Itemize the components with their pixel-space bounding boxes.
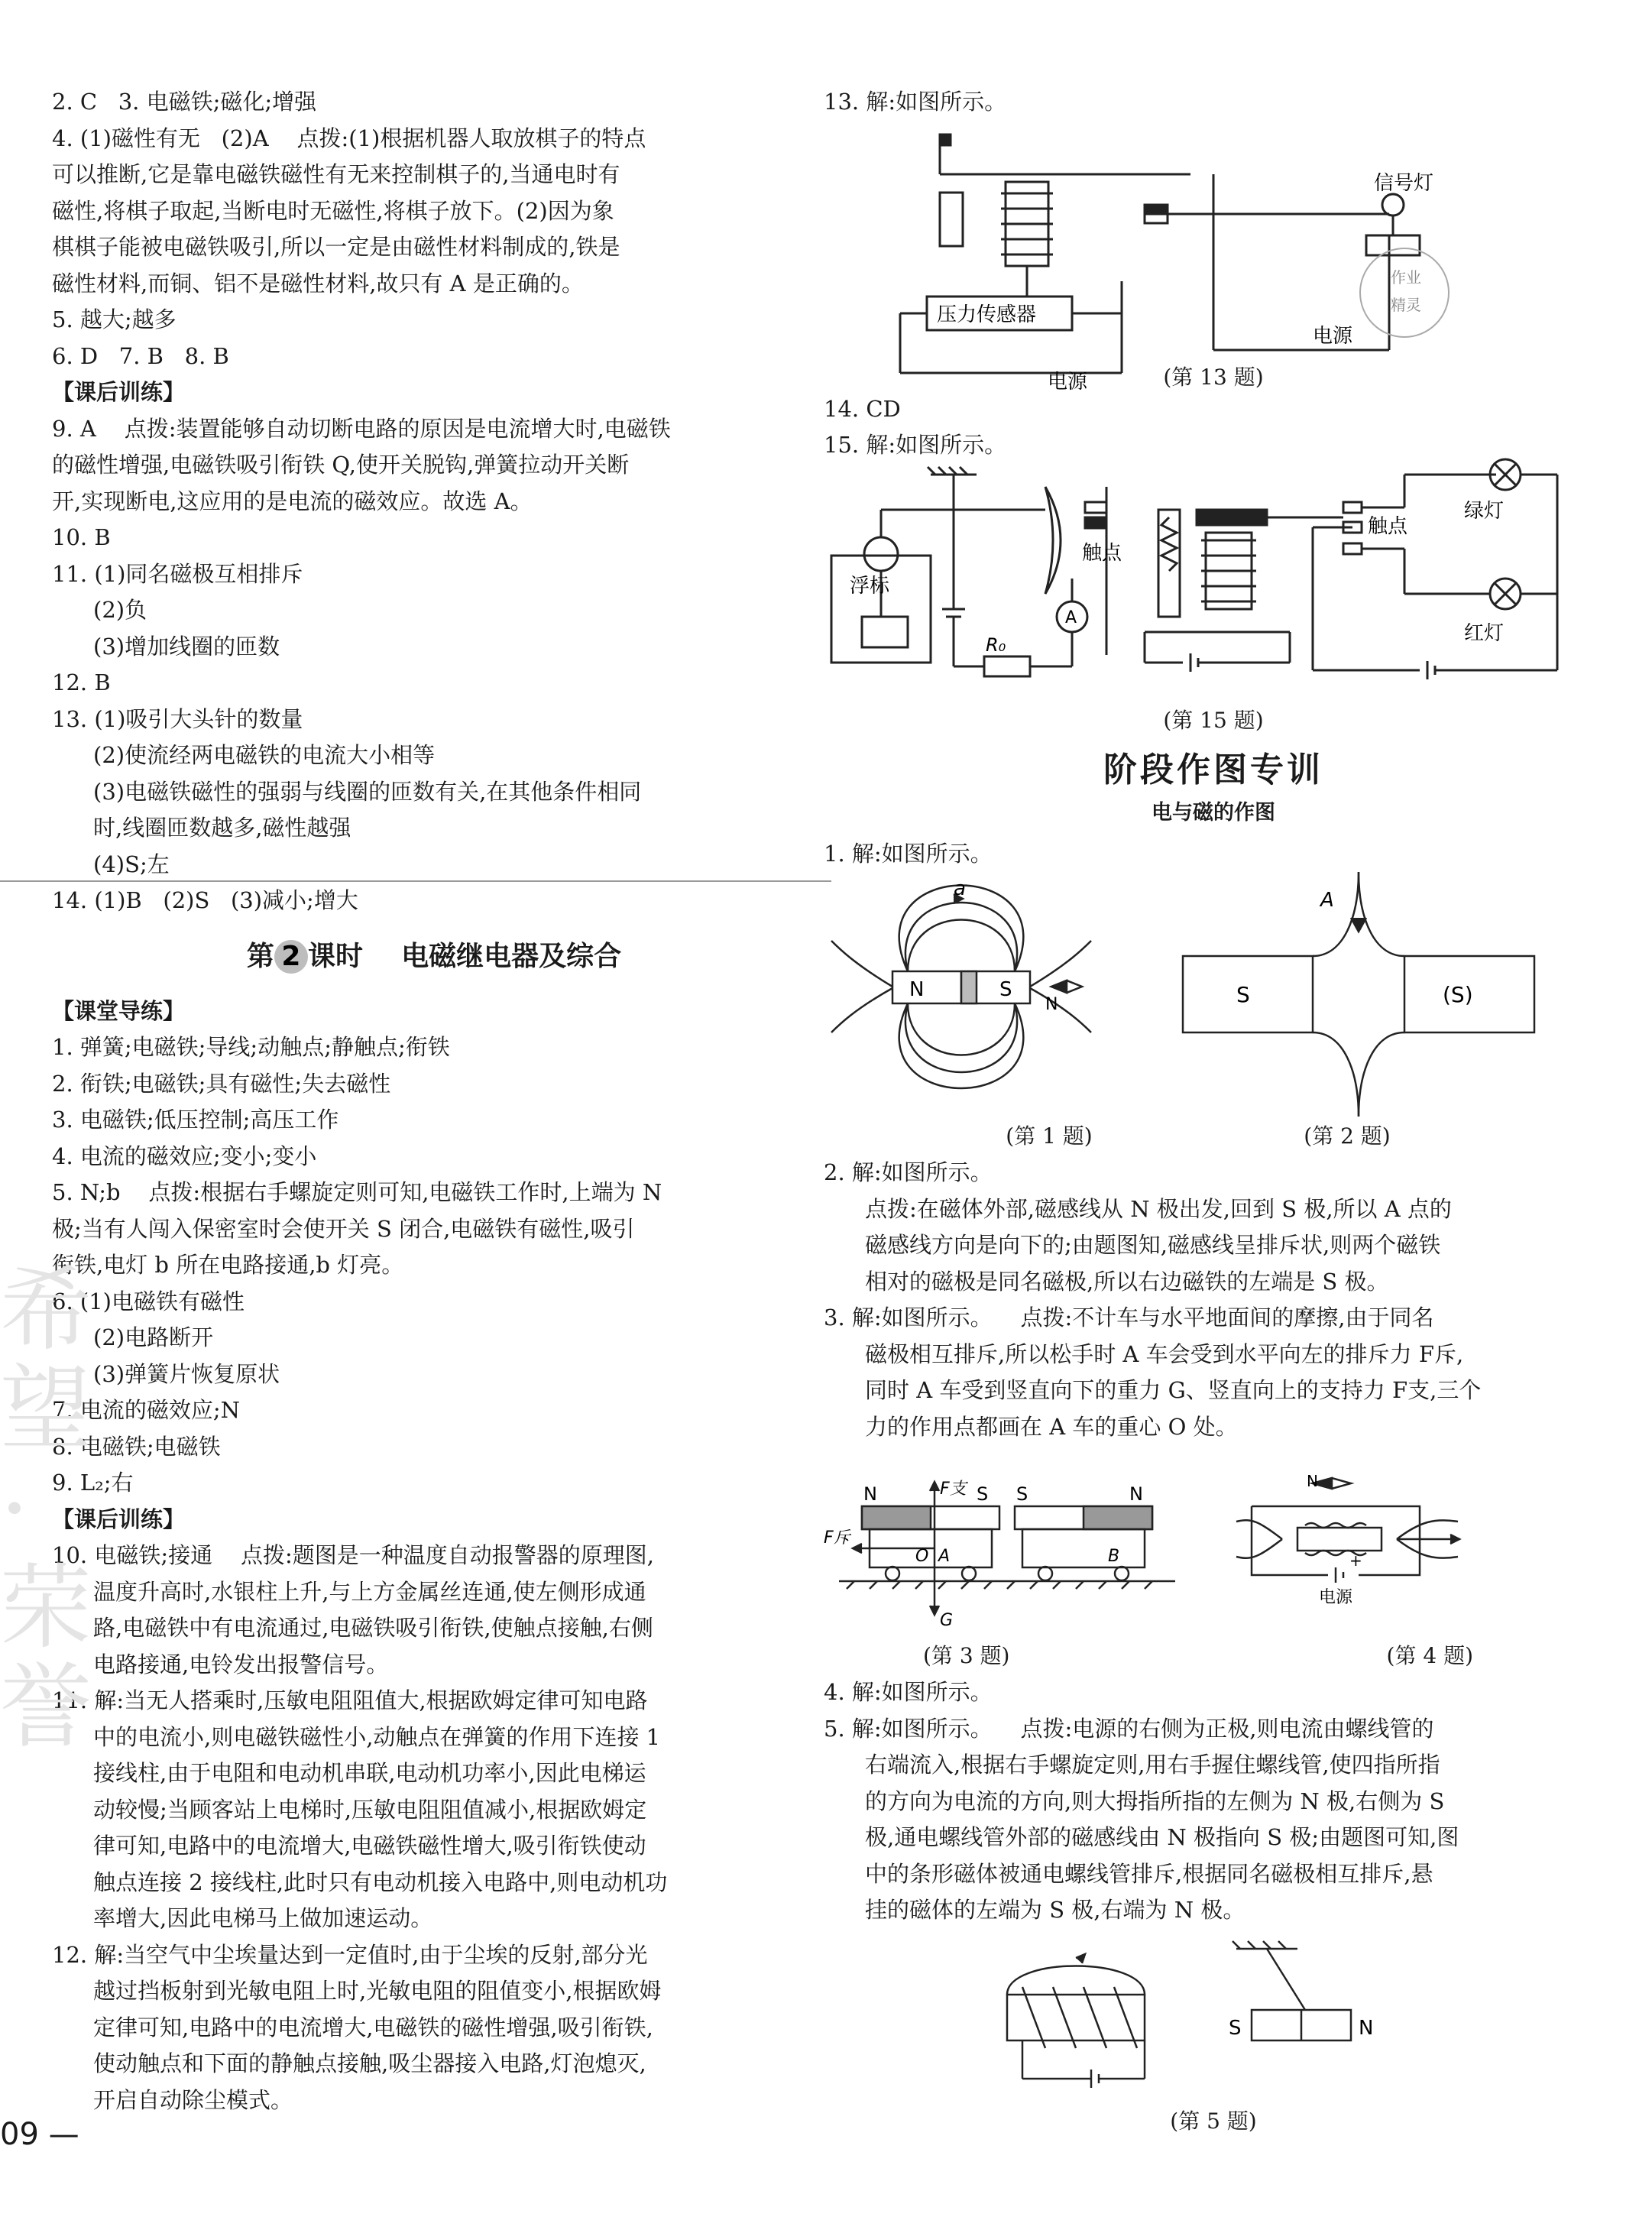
section-subtitle: 电与磁的作图	[1152, 800, 1275, 825]
force-and-solenoid-diagrams	[824, 1472, 1588, 1636]
s-pole-label: S	[1236, 982, 1250, 1007]
power-label: 电源	[1319, 1588, 1353, 1607]
solenoid-magnet-diagram	[824, 1941, 1588, 2102]
field-line-label: a	[954, 877, 966, 900]
answer-line: 14. CD	[824, 395, 901, 422]
needle-label: N	[1307, 1472, 1318, 1490]
answer-line: 14. (1)B (2)S (3)减小;增大	[52, 887, 358, 913]
s-pole-label: S	[1016, 1483, 1028, 1505]
figure-caption: (第 1 题)	[1006, 1123, 1093, 1149]
answer-b10: 10. 电磁铁;接通 点拨:题图是一种温度自动报警器的原理图, 温度升高时,水银柱上升,与上方金属丝连通,使左侧形成通 路,电磁铁中有电流通过,电磁铁吸引衔铁,使触点接触,右侧 电路接通,电铃发出报警信号。	[52, 1542, 654, 1677]
answer-9: 9. A 点拨:装置能够自动切断电路的原因是电流增大时,电磁铁 的磁性增强,电磁铁吸引衔铁 Q,使开关脱钩,弹簧拉动开关断 开,实现断电,这应用的是电流的磁效应。故选 A。	[52, 415, 671, 514]
center-o-label: O	[915, 1547, 929, 1566]
ammeter-label: A	[1065, 608, 1077, 627]
n-pole-label: N	[1129, 1483, 1143, 1505]
page-number: 09 —	[0, 2117, 79, 2152]
pressure-sensor-label: 压力传感器	[937, 303, 1037, 326]
lesson-number-badge: 2	[274, 940, 308, 974]
float-label: 浮标	[850, 574, 890, 598]
figure-15	[824, 464, 1603, 734]
answer-13: 13. (1)吸引大头针的数量 (2)使流经两电磁铁的电流大小相等 (3)电磁铁磁性的强弱与线圈的匝数有关,在其他条件相同 时,线圈匝数越多,磁性越强 (4)S;左	[52, 705, 642, 877]
support-force-label: F支	[940, 1480, 967, 1499]
car-b-label: B	[1108, 1547, 1120, 1566]
n-pole-label: N	[1359, 2016, 1374, 2040]
section-divider	[0, 880, 831, 882]
answer-b12: 12. 解:当空气中尘埃量达到一定值时,由于尘埃的反射,部分光 越过挡板射到光敏电阻上时,光敏电阻的阻值变小,根据欧姆 定律可知,电路中的电流增大,电磁铁的磁性增强,吸引衔铁, 使动触点和下面的静触点接触,吸尘器接入电路,灯泡熄灭, 开启自动除尘模式。	[52, 1941, 662, 2113]
figure-13	[824, 121, 1603, 394]
answer-s5: 5. 解:如图所示。 点拨:电源的右侧为正极,则电流由螺线管的 右端流入,根据右手螺旋定则,用右手握住螺线管,使四指所指 的方向为电流的方向,则大拇指所指的左侧为 N 极,右侧为 S 极,通电螺线管外部的磁感线由 N 极指向 S 极;由题图可知,图 中的条形磁体被通电螺线管排斥,根据同名磁极相互排斥,悬 挂的磁体的左端为 S 极,右端为 N 极。	[824, 1715, 1459, 1923]
answer-line: 12. B	[52, 669, 111, 695]
signal-lamp-label: 信号灯	[1374, 171, 1434, 195]
answer-line: 10. B	[52, 524, 111, 550]
red-light-label: 红灯	[1464, 621, 1505, 645]
watermark: 希望·荣誉	[0, 1257, 92, 1761]
answer-line: 5. 越大;越多	[52, 306, 177, 332]
water-level-alarm-diagram	[824, 464, 1588, 701]
figure-caption: (第 13 题)	[1163, 364, 1264, 390]
answer-b5: 5. N;b 点拨:根据右手螺旋定则可知,电磁铁工作时,上端为 N 极;当有人闯入保密室时会使开关 S 闭合,电磁铁有磁性,吸引 衔铁,电灯 b 所在电路接通,b 灯亮。	[52, 1179, 662, 1278]
svg-text:精灵: 精灵	[1391, 295, 1421, 314]
answer-4: 4. (1)磁性有无 (2)A 点拨:(1)根据机器人取放棋子的特点 可以推断,它是靠电磁铁磁性有无来控制棋子的,当通电时有 磁性,将棋子取起,当断电时无磁性,将棋子放下。(2)因为象 棋棋子能被电磁铁吸引,所以一定是由磁性材料制成的,铁是 磁性材料,而铜、铝不是磁性材料,故只有 A 是正确的。	[52, 125, 646, 297]
s-pole-label: (S)	[1443, 982, 1473, 1007]
plus-label: +	[1349, 1551, 1362, 1570]
figure-caption: (第 2 题)	[1304, 1123, 1391, 1149]
gravity-label: G	[940, 1611, 954, 1630]
point-a-label: A	[1320, 889, 1334, 912]
figure-caption: (第 4 题)	[1386, 1643, 1473, 1668]
figure-caption: (第 3 题)	[923, 1643, 1010, 1668]
repulsion-force-label: F斥	[824, 1528, 850, 1548]
figure-5	[824, 1941, 1603, 2135]
stamp	[1360, 248, 1449, 337]
answer-b11: 11. 解:当无人搭乘时,压敏电阻阻值大,根据欧姆定律可知电路 中的电流小,则电磁铁磁性小,动触点在弹簧的作用下连接 1 接线柱,由于电阻和电动机串联,电动机功率小,因此电梯运 动较慢;当顾客站上电梯时,压敏电阻阻值减小,根据欧姆定 律可知,电路中的电流增大,电磁铁磁性增大,吸引衔铁使动 触点连接 2 接线柱,此时只有电动机接入电路中,则电动机功 率增大,因此电梯马上做加速运动。	[52, 1687, 668, 1931]
answer-line: 15. 解:如图所示。	[824, 432, 1007, 458]
answer-b6: 6. (1)电磁铁有磁性 (2)电路断开 (3)弹簧片恢复原状	[52, 1288, 280, 1387]
right-column	[824, 84, 1603, 2135]
power-label: 电源	[1048, 370, 1088, 394]
needle-label: N	[1045, 995, 1058, 1014]
s-pole-label: S	[977, 1483, 989, 1505]
section-heading: 【课后训练】	[52, 1506, 186, 1532]
n-pole-label: N	[863, 1483, 877, 1505]
green-light-label: 绿灯	[1464, 499, 1505, 523]
contact-label: 触点	[1368, 514, 1408, 538]
magnet-field-diagrams	[824, 872, 1588, 1117]
figure-3-4	[824, 1472, 1603, 1674]
section-heading: 【课堂导练】	[52, 997, 186, 1024]
answer-line: 2. C 3. 电磁铁;磁化;增强	[52, 89, 317, 115]
answer-line: 4. 解:如图所示。	[824, 1679, 993, 1705]
answer-line: 1. 解:如图所示。	[824, 840, 993, 867]
answer-line: 13. 解:如图所示。	[824, 89, 1007, 115]
answer-s2: 2. 解:如图所示。 点拨:在磁体外部,磁感线从 N 极出发,回到 S 极,所以 A 点的 磁感线方向是向下的;由题图知,磁感线呈排斥状,则两个磁铁 相对的磁极是同名磁极,所以右边磁铁的左端是 S 极。	[824, 1159, 1452, 1295]
figure-caption: (第 15 题)	[1163, 707, 1264, 733]
section-title: 阶段作图专训	[1103, 750, 1323, 789]
left-column: 2. C 3. 电磁铁;磁化;增强 4. (1)磁性有无 (2)A 点拨:(1)根据机器人取放棋子的特点 可以推断,它是靠电磁铁磁性有无来控制棋子的,当通电时有 磁性,将棋子取起,当断电时无磁性,将棋子放下。(2)因为象 棋棋子能被电磁铁吸引,所以一定是由磁性材料制成的,铁是 磁性材料,而铜、铝不是磁性材料,故只有 A 是正确的。 5. 越大;越多 6. D 7. B 8. B 【课后训练】 9. A 点拨:装置能够自动切断电路的原因是电流增大时,电磁铁 的磁性增强,电磁铁吸引衔铁 Q,使开关脱钩,弹簧拉动开关断 开,实现断电,这应用的是电流的磁效应。故选 A。 10. B 11. (1)同名磁极互相排斥 (2)负 (3)增加线圈的匝数 12. B 13. (1)吸引大头针的数量 (2)使流经两电磁铁的电流大小相等 (3)电磁铁磁性的强弱与线圈的匝数有关,在其他条件相同 时,线圈匝数越多,磁性越强 (4)S;左 14. (1)B (2)S (3)减小;增大 第 2 课时 电磁继电器及综合 【课堂导练】 1. 弹簧;电磁铁;导线;动触点;静触点;衔铁 2. 衔铁;电磁铁;具有磁性;失去磁性 3. 电磁铁;低压控制;高压工作 4. 电流的磁效应;变小;变小 5. N;b 点拨:根据右手螺旋定则可知,电磁铁工作时,上端为 N 极;当有人闯入保密室时会使开关 S 闭合,电磁铁有磁性,吸引 衔铁,电灯 b 所在电路接通,b 灯亮。 6. (1)电磁铁有磁性 (2)电路断开 (3)弹簧片恢复原状 7. 电流的磁效应;N 8. 电磁铁;电磁铁 9. L₂;右 【课后训练】 10. 电磁铁;接通 点拨:题图是一种温度自动报警器的原理图, 温度升高时,水银柱上升,与上方金属丝连通,使左侧形成通 路,电磁铁中有电流通过,电磁铁吸引衔铁,使触点接触,右侧 电路接通,电铃发出报警信号。 11. 解:当无人搭乘时,压敏电阻阻值大,根据欧姆定律可知电路 中的电流小,则电磁铁磁性小,动触点在弹簧的作用下连接 1 接线柱,由于电阻和电动机串联,电动机功率小,因此电梯运 动较慢;当顾客站上电梯时,压敏电阻阻值减小,根据欧姆定 律可知,电路中的电流增大,电磁铁磁性增大,吸引衔铁使动 触点连接 2 接线柱,此时只有电动机接入电路中,则电动机功 率增大,因此电梯马上做加速运动。 12. 解:当空气中尘埃量达到一定值时,由于尘埃的反射,部分光 越过挡板射到光敏电阻上时,光敏电阻的阻值变小,根据欧姆 定律可知,电路中的电流增大,电磁铁的磁性增强,吸引衔铁, 使动触点和下面的静触点接触,吸尘器接入电路,灯泡熄灭, 开启自动除尘模式。	[52, 84, 816, 2118]
answer-s3: 3. 解:如图所示。 点拨:不计车与水平地面间的摩擦,由于同名 磁极相互排斥,所以松手时 A 车会受到水平向左的排斥力 F斥, 同时 A 车受到竖直向下的重力 G、竖直向上的支持力 F支,三个 力的作用点都画在 A 车的重心 O 处。	[824, 1305, 1482, 1440]
section-heading: 【课后训练】	[52, 379, 186, 405]
svg-text:作业: 作业	[1391, 267, 1421, 287]
figure-caption: (第 5 题)	[1170, 2108, 1257, 2134]
s-pole-label: S	[1229, 2016, 1242, 2040]
lesson-title: 第 2 课时 电磁继电器及综合	[246, 940, 622, 972]
car-a-label: A	[938, 1547, 951, 1566]
answer-11: 11. (1)同名磁极互相排斥 (2)负 (3)增加线圈的匝数	[52, 560, 303, 660]
s-pole-label: S	[999, 978, 1012, 1001]
resistor-label: R₀	[986, 634, 1006, 656]
contact-label: 触点	[1082, 541, 1122, 565]
power-label: 电源	[1313, 324, 1353, 348]
n-pole-label: N	[909, 978, 925, 1001]
answer-line: 6. D 7. B 8. B	[52, 342, 229, 369]
figure-1-2	[824, 872, 1603, 1155]
